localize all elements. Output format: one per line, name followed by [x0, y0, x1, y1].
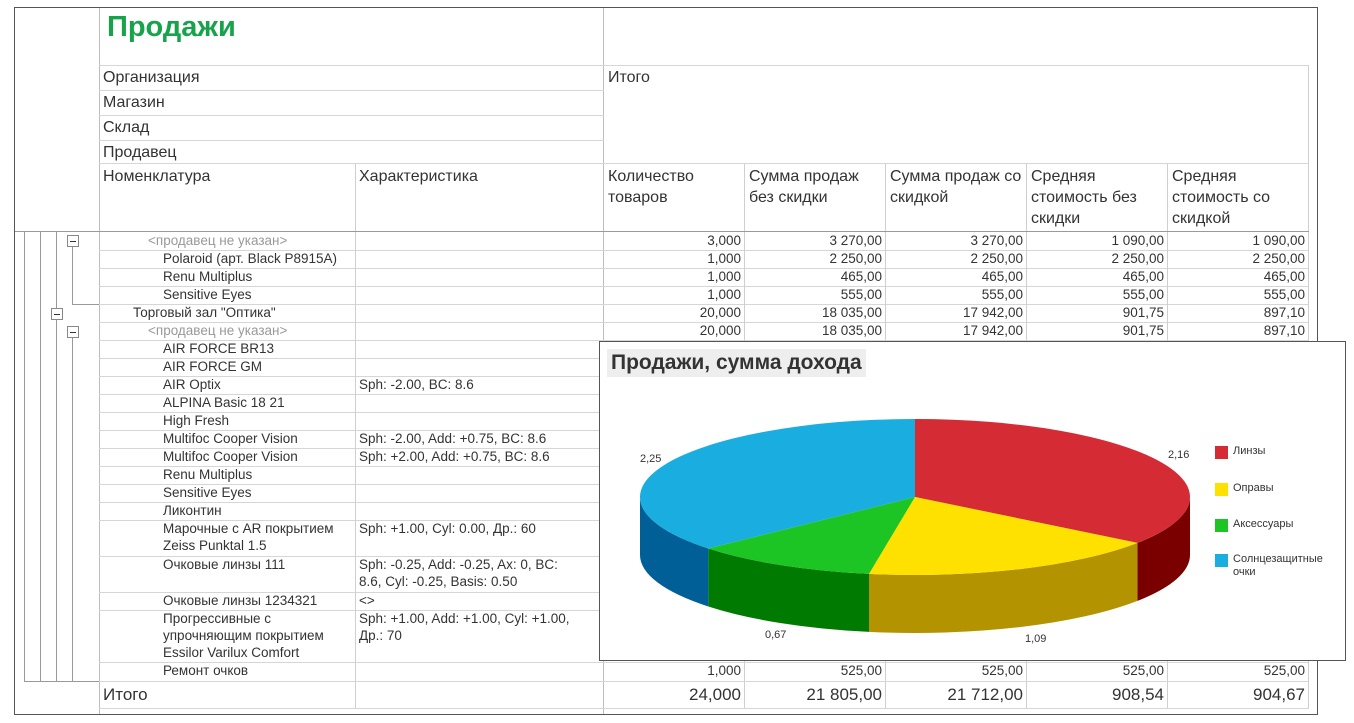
pie-value-label: 2,25 [640, 453, 662, 465]
legend-swatch [1215, 554, 1228, 567]
col-header-nomenclature: Номенклатура [103, 168, 211, 185]
row-value-s1: 555,00 [840, 287, 882, 302]
group-toggle-collapse-icon[interactable] [67, 326, 79, 338]
header-bottom-line [15, 231, 1309, 232]
row-name: Марочные с AR покрытием [163, 521, 334, 536]
col-divider [355, 163, 356, 231]
col-header-sum-no-discount: Сумма продаж без скидки [749, 168, 859, 206]
row-name: Sensitive Eyes [163, 287, 252, 302]
row-value-s2: 3 270,00 [970, 233, 1023, 248]
row-value-s1: 2 250,00 [829, 251, 882, 266]
total-quantity: 24,000 [689, 685, 741, 704]
header-line [99, 90, 604, 91]
col-header-avg-no-discount: Средняя стоимость без скидки [1031, 168, 1137, 227]
header-line [99, 115, 604, 116]
col-divider [1308, 65, 1309, 231]
row-value-qty: 3,000 [707, 233, 741, 248]
tree-line [40, 232, 41, 682]
row-line [99, 708, 1309, 709]
tree-line [24, 232, 25, 682]
row-name: Renu Multiplus [163, 269, 253, 284]
row-value-qty: 20,000 [699, 323, 741, 338]
col-divider [1026, 163, 1027, 231]
row-name: Sensitive Eyes [163, 485, 252, 500]
row-name: Прогрессивные с [163, 611, 272, 626]
row-value-s1: 18 035,00 [821, 305, 882, 320]
filter-warehouse: Склад [103, 119, 150, 136]
itogo-header: Итого [608, 69, 650, 86]
row-value-qty: 1,000 [707, 269, 741, 284]
row-name: Multifoc Cooper Vision [163, 449, 298, 464]
tree-line [56, 232, 57, 682]
total-sum-discount: 21 712,00 [947, 685, 1023, 704]
sales-pie-chart[interactable] [599, 341, 1346, 661]
total-label: Итого [103, 685, 148, 704]
row-name: AIR Optix [163, 377, 221, 392]
row-value-a2: 1 090,00 [1252, 233, 1305, 248]
row-value-a1: 1 090,00 [1111, 233, 1164, 248]
row-value-s2: 555,00 [981, 287, 1023, 302]
row-name: ALPINA Basic 18 21 [163, 395, 285, 410]
row-name-line2: упрочняющим покрытием [163, 628, 324, 643]
pie-plot [600, 342, 1200, 662]
tree-line [72, 336, 73, 682]
legend-label: Оправы [1233, 482, 1274, 494]
row-value-s1: 3 270,00 [829, 233, 882, 248]
row-value-s2: 17 942,00 [962, 305, 1023, 320]
header-line [99, 140, 604, 141]
row-value-qty: 20,000 [699, 305, 741, 320]
tree-line [72, 245, 73, 305]
col-header-sum-discount: Сумма продаж со скидкой [890, 168, 1022, 206]
row-name: Очковые линзы 1234321 [163, 593, 318, 608]
total-sum-no-discount: 21 805,00 [806, 685, 882, 704]
tree-line [24, 681, 100, 682]
row-value-a2: 897,10 [1263, 305, 1305, 320]
row-value-a1: 901,75 [1122, 305, 1164, 320]
legend-label: Линзы [1233, 445, 1266, 457]
row-value-a1: 465,00 [1122, 269, 1164, 284]
header-line [99, 65, 1309, 66]
row-value-a2: 897,10 [1263, 323, 1305, 338]
chart-title: Продажи, сумма дохода [607, 349, 866, 377]
legend-swatch [1215, 483, 1228, 496]
row-characteristic-line2: 8.6, Cyl: -0.25, Basis: 0.50 [359, 574, 518, 589]
row-name: Renu Multiplus [163, 467, 253, 482]
row-characteristic: <> [359, 593, 375, 608]
total-avg-discount: 904,67 [1253, 685, 1305, 704]
row-value-s2: 525,00 [981, 663, 1023, 678]
header-line [99, 163, 1309, 164]
row-name-line2: Zeiss Punktal 1.5 [163, 538, 267, 553]
row-value-s2: 2 250,00 [970, 251, 1023, 266]
row-line [99, 681, 1309, 682]
row-value-a1: 2 250,00 [1111, 251, 1164, 266]
col-header-quantity: Количество товаров [608, 168, 694, 206]
row-name: Ликонтин [163, 503, 222, 518]
row-name: <продавец не указан> [148, 233, 288, 248]
row-value-qty: 1,000 [707, 287, 741, 302]
row-value-qty: 1,000 [707, 663, 741, 678]
row-value-s2: 465,00 [981, 269, 1023, 284]
row-value-a1: 525,00 [1122, 663, 1164, 678]
row-value-a1: 901,75 [1122, 323, 1164, 338]
row-name: Торговый зал "Оптика" [133, 305, 276, 320]
col-divider [885, 163, 886, 231]
row-name: Очковые линзы 111 [163, 557, 286, 572]
row-characteristic: Sph: -2.00, BC: 8.6 [359, 377, 474, 392]
row-characteristic: Sph: -0.25, Add: -0.25, Ax: 0, BC: [359, 557, 558, 572]
pie-value-label: 2,16 [1168, 449, 1190, 461]
row-value-s1: 18 035,00 [821, 323, 882, 338]
pie-value-label: 0,67 [765, 629, 787, 641]
total-avg-no-discount: 908,54 [1112, 685, 1164, 704]
row-name: High Fresh [163, 413, 230, 428]
pie-value-label: 1,09 [1025, 633, 1047, 645]
page-title: Продажи [107, 11, 236, 43]
row-characteristic: Sph: +2.00, Add: +0.75, BC: 8.6 [359, 449, 550, 464]
row-value-a2: 555,00 [1263, 287, 1305, 302]
row-characteristic: Sph: +1.00, Add: +1.00, Cyl: +1.00, [359, 611, 570, 626]
row-value-s1: 465,00 [840, 269, 882, 284]
row-name-line3: Essilor Varilux Comfort [163, 645, 300, 660]
row-value-a2: 2 250,00 [1252, 251, 1305, 266]
filter-shop: Магазин [103, 94, 165, 111]
col-header-avg-discount: Средняя стоимость со скидкой [1172, 168, 1271, 227]
col-divider [744, 163, 745, 231]
row-characteristic-line2: Др.: 70 [359, 628, 402, 643]
group-toggle-collapse-icon[interactable] [51, 308, 63, 320]
row-value-s1: 525,00 [840, 663, 882, 678]
row-value-a2: 465,00 [1263, 269, 1305, 284]
legend-swatch [1215, 519, 1228, 532]
row-characteristic: Sph: +1.00, Cyl: 0.00, Др.: 60 [359, 521, 536, 536]
col-divider [355, 232, 356, 708]
row-name: AIR FORCE BR13 [163, 341, 275, 356]
row-name: Ремонт очков [163, 663, 249, 678]
legend-label: Солнцезащитные очки [1233, 553, 1323, 578]
legend-label: Аксессуары [1233, 518, 1294, 530]
group-toggle-collapse-icon[interactable] [67, 235, 79, 247]
col-divider [1167, 163, 1168, 231]
row-name: Multifoc Cooper Vision [163, 431, 298, 446]
row-name: AIR FORCE GM [163, 359, 263, 374]
filter-organization: Организация [103, 69, 200, 86]
row-name: Polaroid (арт. Black P8915A) [163, 251, 337, 266]
row-characteristic: Sph: -2.00, Add: +0.75, BC: 8.6 [359, 431, 547, 446]
tree-line [72, 304, 100, 305]
legend-swatch [1215, 446, 1228, 459]
filter-seller: Продавец [103, 144, 177, 161]
row-name: <продавец не указан> [148, 323, 288, 338]
row-value-a1: 555,00 [1122, 287, 1164, 302]
row-value-qty: 1,000 [707, 251, 741, 266]
row-value-a2: 525,00 [1263, 663, 1305, 678]
row-value-s2: 17 942,00 [962, 323, 1023, 338]
col-header-characteristic: Характеристика [359, 168, 478, 185]
